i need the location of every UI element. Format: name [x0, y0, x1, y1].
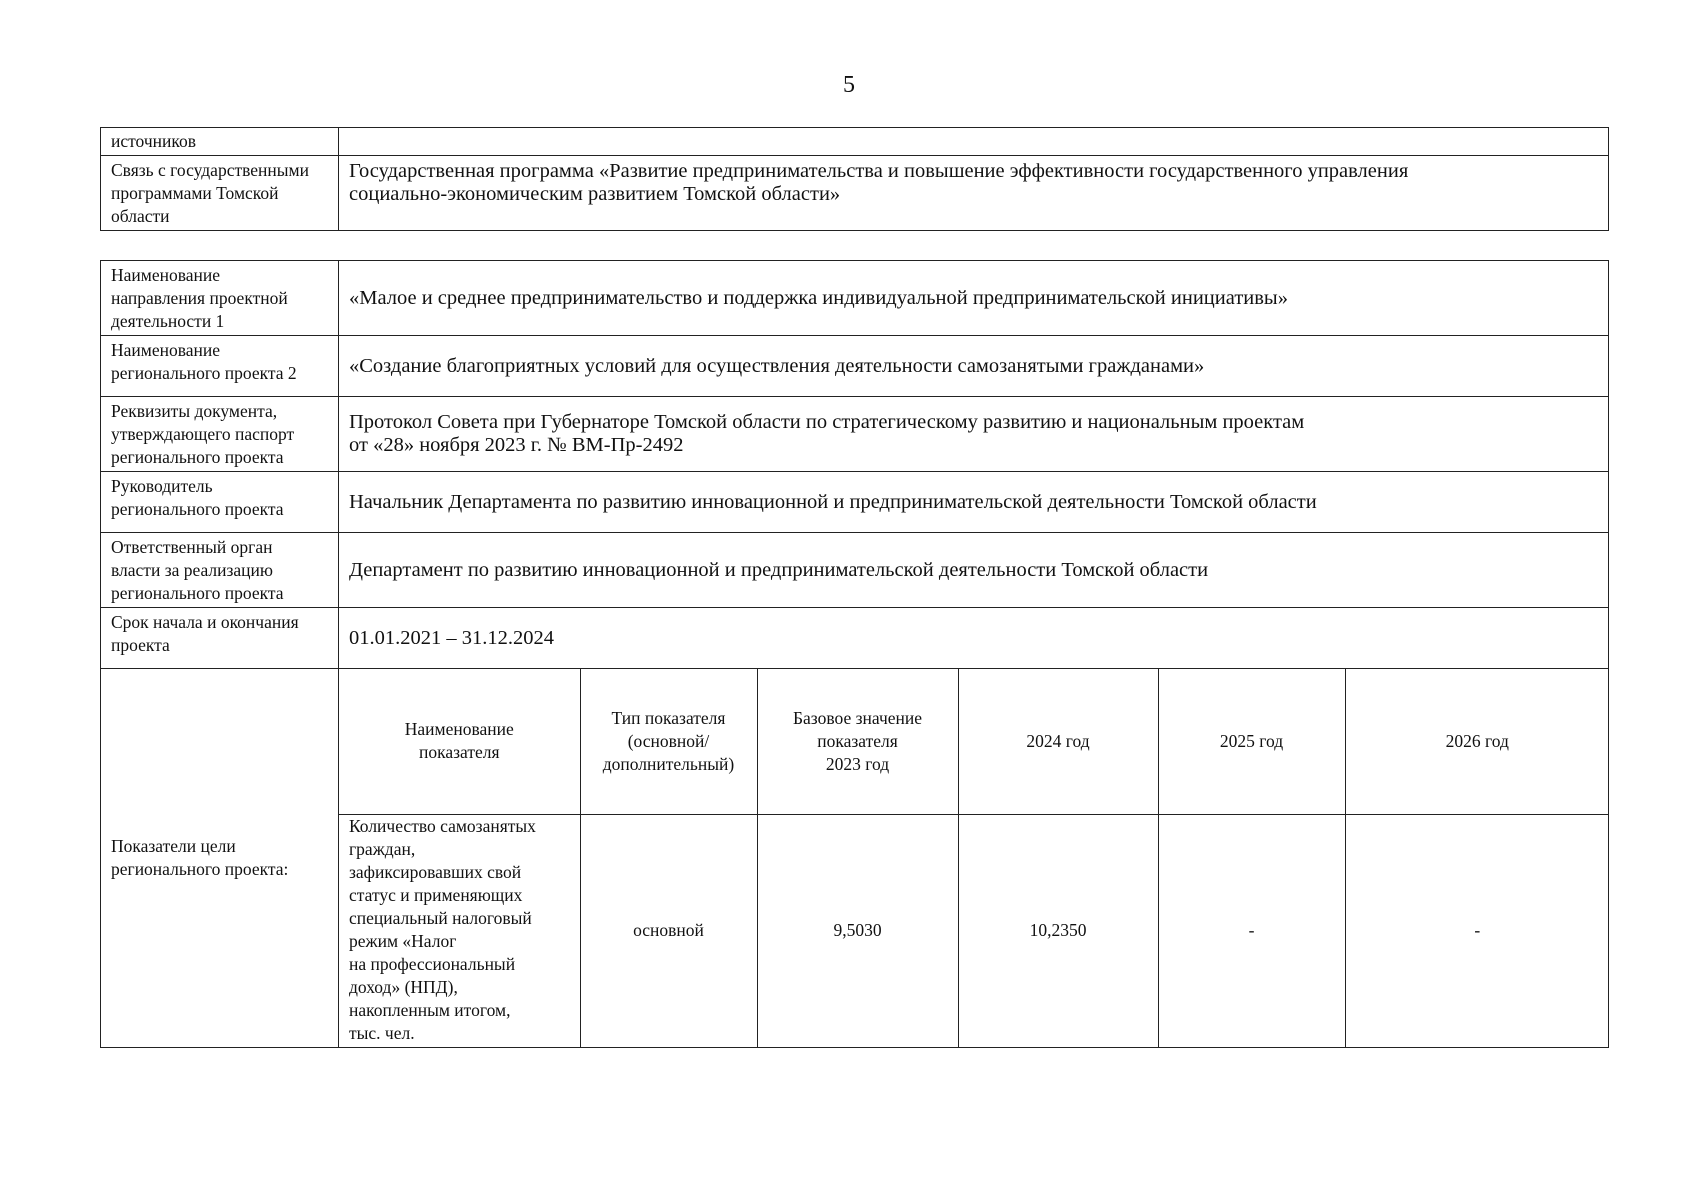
indicators-data-row [339, 814, 1609, 1047]
header-indicator-name: Наименование показателя [339, 669, 580, 814]
sources-label: источников [101, 128, 339, 156]
indicator-base-value: 9,5030 [757, 814, 958, 1047]
indicators-table [339, 669, 1609, 1047]
header-indicator-type: Тип показателя (основной/ дополнительный) [580, 669, 757, 814]
indicators-cell [339, 669, 1609, 1048]
table-row [101, 261, 1609, 336]
responsible-value: Департамент по развитию инновационной и предпринимательской деятельности Томской области [339, 533, 1609, 608]
head-label: Руководитель регионального проекта [101, 472, 339, 533]
term-label: Срок начала и окончания проекта [101, 608, 339, 669]
project-name-value: «Создание благоприятных условий для осуществления деятельности самозанятыми гражданами» [339, 336, 1609, 397]
table-row [101, 336, 1609, 397]
indicator-2025: - [1158, 814, 1345, 1047]
document-value: Протокол Совета при Губернаторе Томской области по стратегическому развитию и национальным проектам от «28» ноября 2023 г. № ВМ-Пр-2492 [339, 397, 1609, 472]
page-number: 5 [843, 72, 855, 98]
state-programs-value: Государственная программа «Развитие предпринимательства и повышение эффективности государственного управления социально-экономическим развитием Томской области» [339, 156, 1609, 231]
term-value: 01.01.2021 – 31.12.2024 [339, 608, 1609, 669]
head-value: Начальник Департамента по развитию инновационной и предпринимательской деятельности Томской области [339, 472, 1609, 533]
indicators-header-row [339, 669, 1609, 814]
top-table [100, 127, 1609, 231]
header-2026: 2026 год [1345, 669, 1609, 814]
direction-value: «Малое и среднее предпринимательство и поддержка индивидуальной предпринимательской инициативы» [339, 261, 1609, 336]
indicators-label: Показатели цели регионального проекта: [101, 669, 339, 1048]
header-2024: 2024 год [958, 669, 1158, 814]
responsible-label: Ответственный орган власти за реализацию регионального проекта [101, 533, 339, 608]
table-row [101, 533, 1609, 608]
sources-value [339, 128, 1609, 156]
state-programs-label: Связь с государственными программами Томской области [101, 156, 339, 231]
project-passport-table [100, 260, 1609, 1048]
table-row [101, 156, 1609, 231]
project-name-label: Наименование регионального проекта 2 [101, 336, 339, 397]
indicator-2024: 10,2350 [958, 814, 1158, 1047]
table-row [101, 608, 1609, 669]
table-row [101, 128, 1609, 156]
indicator-name: Количество самозанятых граждан, зафиксировавших свой статус и применяющих специальный налоговый режим «Налог на профессиональный доход» (НПД), накопленным итогом, тыс. чел. [339, 814, 580, 1047]
indicator-2026: - [1345, 814, 1609, 1047]
header-2025: 2025 год [1158, 669, 1345, 814]
indicator-type: основной [580, 814, 757, 1047]
table-row [101, 472, 1609, 533]
direction-label: Наименование направления проектной деятельности 1 [101, 261, 339, 336]
header-base-value: Базовое значение показателя 2023 год [757, 669, 958, 814]
table-row [101, 669, 1609, 1048]
table-row [101, 397, 1609, 472]
document-label: Реквизиты документа, утверждающего паспорт регионального проекта [101, 397, 339, 472]
